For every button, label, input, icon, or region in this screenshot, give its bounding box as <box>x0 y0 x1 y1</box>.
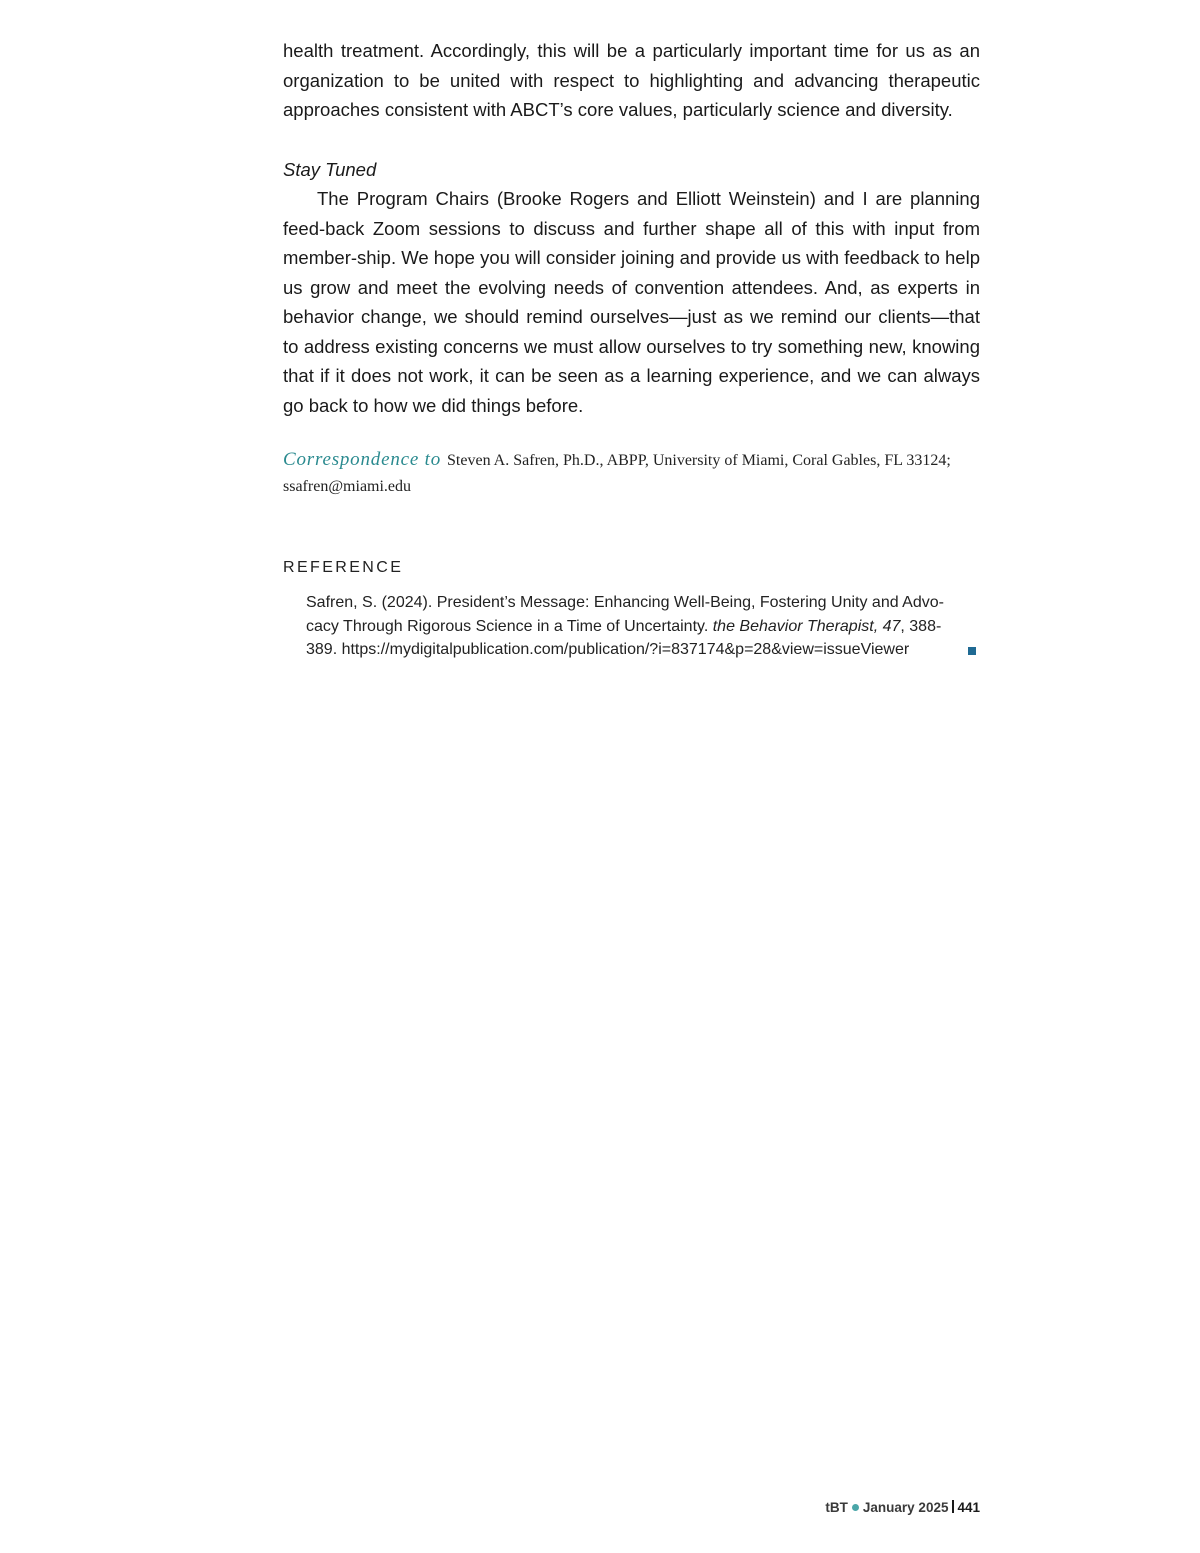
reference-entry <box>306 591 956 662</box>
footer-separator-bar <box>952 1500 954 1513</box>
reference-journal: the Behavior Therapist, 47 <box>712 617 901 635</box>
footer-journal: tBT <box>825 1500 848 1515</box>
end-of-article-square-icon <box>968 647 976 655</box>
page-footer <box>825 1500 980 1515</box>
footer-issue-date: January 2025 <box>862 1500 949 1515</box>
body-paragraph-1: health treatment. Accordingly, this will be a particularly important time for us as an organization to be united with respect to highlighting and advancing therapeutic approaches consistent with ABCT’s core values, particularly science and diversity. <box>283 40 980 120</box>
footer-dot-icon <box>852 1504 859 1511</box>
body-paragraph-2: The Program Chairs (Brooke Rogers and Elliott Weinstein) and I are planning feed-back Zoom sessions to discuss and further shape all of this with input from member-ship. We hope you will consider joining and provide us with feedback to help us grow and meet the evolving needs of convention attendees. And, as experts in behavior change, we should remind ourselves—just as we remind our clients—that to address existing concerns we must allow ourselves to try something new, knowing that if it does not work, it can be seen as a learning experience, and we can always go back to how we did things before. <box>283 188 980 416</box>
correspondence-text: Steven A. Safren, Ph.D., ABPP, University of Miami, Coral Gables, FL 33124; ssafren@miami.edu <box>283 452 951 495</box>
correspondence-label: Correspondence to <box>283 449 442 470</box>
reference-text-part-2: , 388-389. https://mydigitalpublication.com/publication/?i=837174&p=28&view=issueViewer <box>306 617 942 658</box>
reference-heading: REFERENCE <box>283 559 404 576</box>
reference-text-part-1: Safren, S. (2024). President’s Message: Enhancing Well-Being, Fostering Unity and Advo-cacy Through Rigorous Science in a Time of Uncertainty. <box>306 594 944 635</box>
page-number: 441 <box>957 1500 980 1515</box>
correspondence-block <box>283 447 980 500</box>
section-heading-stay-tuned: Stay Tuned <box>283 159 377 180</box>
